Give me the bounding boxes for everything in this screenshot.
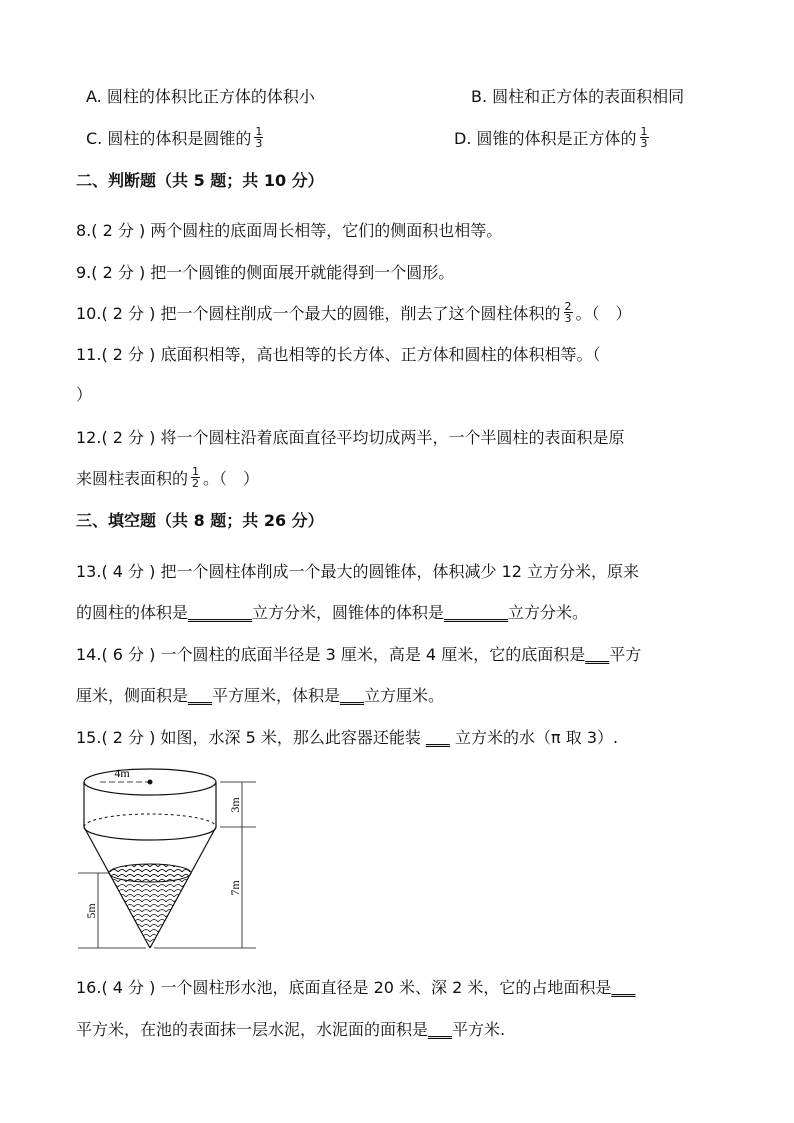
fraction-numerator: 1 — [192, 465, 200, 478]
question-score: ( 2 分 ) — [91, 263, 146, 282]
answer-blank[interactable]: ___ — [585, 645, 610, 664]
question-15 — [76, 727, 618, 749]
section3-title: 三、填空题（共 8 题；共 26 分） — [76, 511, 324, 530]
radius-label: 4m — [114, 766, 130, 780]
answer-blank[interactable]: ___ — [188, 686, 213, 705]
question-14-line2 — [76, 685, 444, 707]
question-text: 平方厘米，体积是 — [212, 686, 341, 705]
answer-blank[interactable]: ___ — [425, 728, 450, 747]
cylinder-bottom-front — [84, 827, 216, 840]
question-text: 厘米，侧面积是 — [76, 686, 189, 705]
center-dot — [148, 780, 153, 785]
option-a — [86, 86, 315, 108]
fraction-numerator: 2 — [564, 300, 572, 313]
question-text: 平方米，在池的表面抹一层水泥，水泥面的面积是 — [76, 1020, 429, 1039]
fraction-numerator: 1 — [640, 125, 648, 138]
section2-title: 二、判断题（共 5 题；共 10 分） — [76, 171, 324, 190]
total-height-label: 7m — [228, 880, 242, 896]
cylinder-height-label: 3m — [228, 797, 242, 813]
question-number: 12. — [76, 428, 102, 447]
question-13-line2 — [76, 602, 588, 624]
question-text: 一个圆柱的底面半径是 3 厘米，高是 4 厘米，它的底面积是 — [160, 645, 586, 664]
option-d — [454, 125, 652, 151]
option-d-fraction — [640, 126, 649, 149]
question-13 — [76, 561, 639, 583]
question-score: ( 2 分 ) — [91, 221, 146, 240]
option-c-fraction — [254, 126, 263, 149]
question-text: 底面积相等，高也相等的长方体、正方体和圆柱的体积相等。（ — [160, 345, 601, 364]
question-text: 把一个圆柱削成一个最大的圆锥，削去了这个圆柱体积的 — [160, 304, 561, 323]
cylinder-bottom-back — [84, 814, 216, 827]
option-c — [86, 125, 266, 151]
question-9 — [76, 262, 454, 284]
question-score: ( 2 分 ) — [101, 428, 156, 447]
fraction-denominator: 3 — [640, 137, 648, 150]
fraction-denominator: 3 — [255, 137, 263, 150]
question-text: 一个圆柱形水池，底面直径是 20 米、深 2 米，它的占地面积是 — [160, 978, 612, 997]
answer-blank[interactable]: ___ — [428, 1020, 453, 1039]
question-14 — [76, 644, 641, 666]
question-number: 14. — [76, 645, 102, 664]
question-text: 平方 — [609, 645, 642, 664]
option-a-text: A. 圆柱的体积比正方体的体积小 — [86, 87, 315, 106]
question-8 — [76, 220, 502, 242]
q10-fraction — [564, 301, 573, 324]
question-12 — [76, 427, 625, 449]
question-text: 立方分米。 — [508, 603, 589, 622]
question-score: ( 4 分 ) — [101, 978, 156, 997]
question-16-line2 — [76, 1019, 505, 1041]
question-text: 将一个圆柱沿着底面直径平均切成两半，一个半圆柱的表面积是原 — [160, 428, 625, 447]
question-score: ( 4 分 ) — [101, 562, 156, 581]
question-text: 平方米. — [452, 1020, 506, 1039]
question-score: ( 2 分 ) — [101, 345, 156, 364]
question-11 — [76, 344, 601, 366]
question-score: ( 6 分 ) — [101, 645, 156, 664]
question-text: 立方分米，圆锥体的体积是 — [252, 603, 445, 622]
question-text: 来圆柱表面积的 — [76, 469, 189, 488]
question-text: 把一个圆锥的侧面展开就能得到一个圆形。 — [150, 263, 455, 282]
answer-blank[interactable]: ___ — [340, 686, 365, 705]
question-number: 11. — [76, 345, 102, 364]
question-score: ( 2 分 ) — [101, 728, 156, 747]
option-b — [471, 86, 684, 108]
water-surface — [109, 864, 191, 882]
question-12-line2 — [76, 465, 260, 491]
question-number: 16. — [76, 978, 102, 997]
option-b-text: B. 圆柱和正方体的表面积相同 — [471, 87, 685, 106]
option-c-text: C. 圆柱的体积是圆锥的 — [86, 129, 252, 148]
question-number: 8. — [76, 221, 92, 240]
question-11-line2: ） — [76, 385, 93, 404]
question-16 — [76, 977, 635, 999]
fraction-denominator: 2 — [192, 477, 200, 490]
question-number: 13. — [76, 562, 102, 581]
question-number: 9. — [76, 263, 92, 282]
fraction-numerator: 1 — [255, 125, 263, 138]
question-text: 两个圆柱的底面周长相等，它们的侧面积也相等。 — [150, 221, 503, 240]
fraction-denominator: 3 — [564, 312, 572, 325]
answer-blank[interactable]: ________ — [188, 603, 253, 622]
answer-bracket: 。（ ） — [575, 304, 632, 323]
question-text: 立方厘米。 — [364, 686, 445, 705]
answer-bracket: 。（ ） — [203, 469, 260, 488]
question-text: 如图，水深 5 米，那么此容器还能装 — [160, 728, 421, 747]
question-text: 的圆柱的体积是 — [76, 603, 189, 622]
option-d-text: D. 圆锥的体积是正方体的 — [454, 129, 637, 148]
question-text: 立方米的水（π 取 3）. — [455, 728, 619, 747]
answer-blank[interactable]: ________ — [444, 603, 509, 622]
container-figure — [70, 762, 270, 958]
question-score: ( 2 分 ) — [101, 304, 156, 323]
question-number: 10. — [76, 304, 102, 323]
answer-blank[interactable]: ___ — [611, 978, 636, 997]
water-depth-label: 5m — [84, 903, 98, 919]
question-number: 15. — [76, 728, 102, 747]
q12-fraction — [191, 466, 200, 489]
question-text: 把一个圆柱体削成一个最大的圆锥体，体积减少 12 立方分米，原来 — [160, 562, 640, 581]
question-10 — [76, 300, 632, 326]
